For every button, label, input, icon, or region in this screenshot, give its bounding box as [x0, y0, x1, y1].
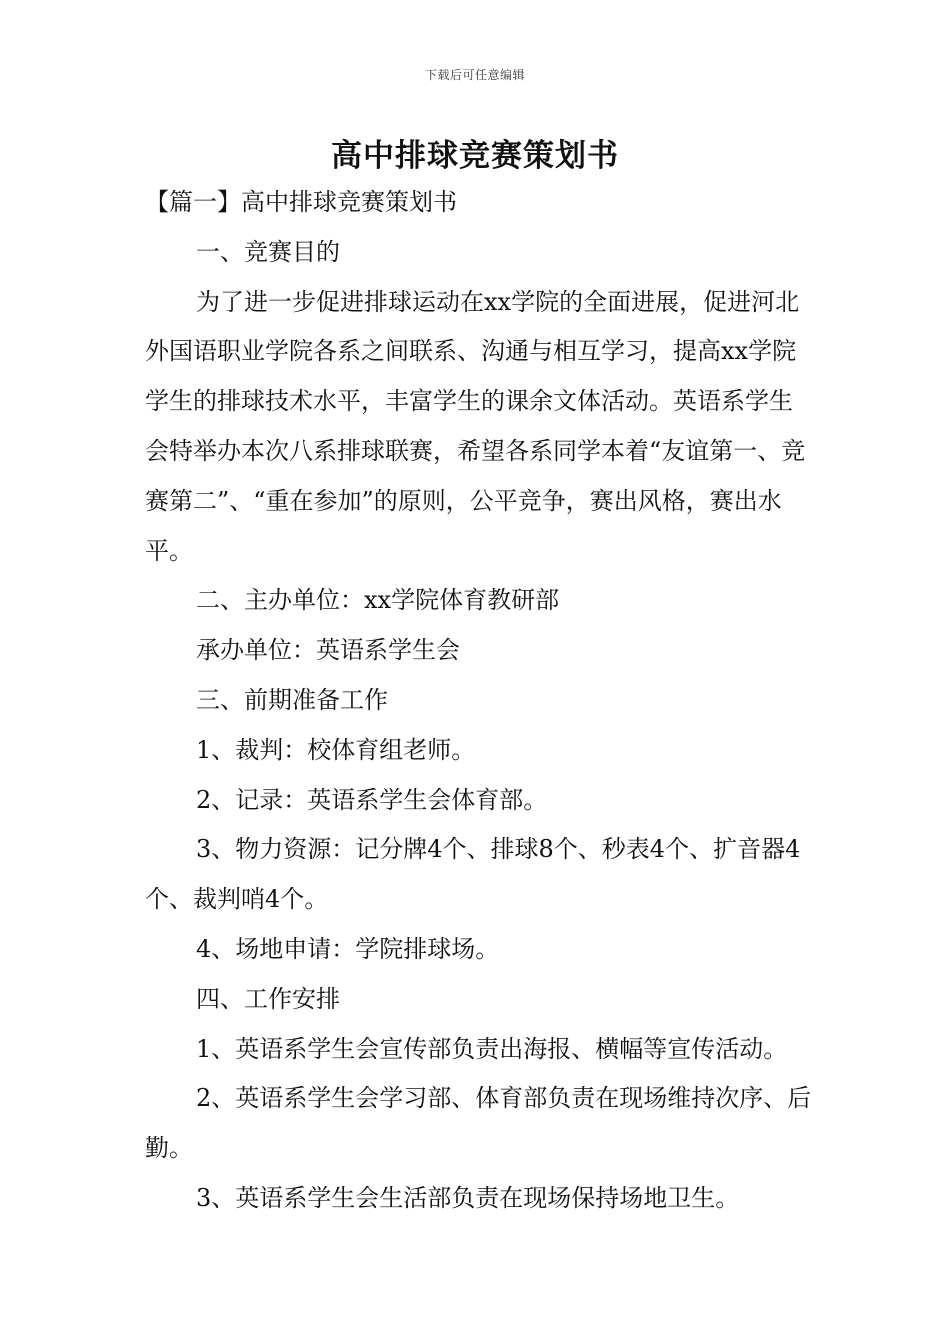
list-item-record: 2、记录：英语系学生会体育部。: [196, 785, 548, 814]
document-title: 高中排球竞赛策划书: [331, 138, 619, 174]
heading-preparation: 三、前期准备工作: [196, 685, 388, 714]
paragraph-co-organizer: 承办单位：英语系学生会: [196, 636, 460, 665]
list-item-hygiene: 3、英语系学生会生活部负责在现场保持场地卫生。: [196, 1183, 740, 1212]
heading-competition-purpose: 一、竞赛目的: [196, 237, 340, 266]
list-item-publicity: 1、英语系学生会宣传部负责出海报、横幅等宣传活动。: [196, 1034, 788, 1063]
list-item-referee: 1、裁判：校体育组老师。: [196, 735, 476, 764]
download-note: 下载后可任意编辑: [424, 68, 525, 82]
heading-organizer: 二、主办单位：xx学院体育教研部: [196, 586, 560, 615]
heading-work-arrangement: 四、工作安排: [196, 984, 340, 1013]
list-item-resources: 3、物力资源：记分牌4个、排球8个、秒表4个、扩音器4个、裁判哨4个。: [145, 835, 801, 914]
list-item-venue: 4、场地申请：学院排球场。: [196, 934, 500, 963]
paragraph-purpose-text: 为了进一步促进排球运动在xx学院的全面进展，促进河北外国语职业学院各系之间联系、沟通与相互学习，提高xx学院学生的排球技术水平，丰富学生的课余文体活动。英语系学生会特举办本次八系排球联赛，希望各系同学本着“友谊第一、竞赛第二”、“重在参加”的原则，公平竞争，赛出风格，赛出水平。: [145, 287, 806, 565]
document-body: [145, 178, 815, 1224]
list-item-order-logistics: 2、英语系学生会学习部、体育部负责在现场维持次序、后勤。: [145, 1084, 812, 1163]
section-heading-part-one: 【篇一】高中排球竞赛策划书: [145, 188, 457, 216]
